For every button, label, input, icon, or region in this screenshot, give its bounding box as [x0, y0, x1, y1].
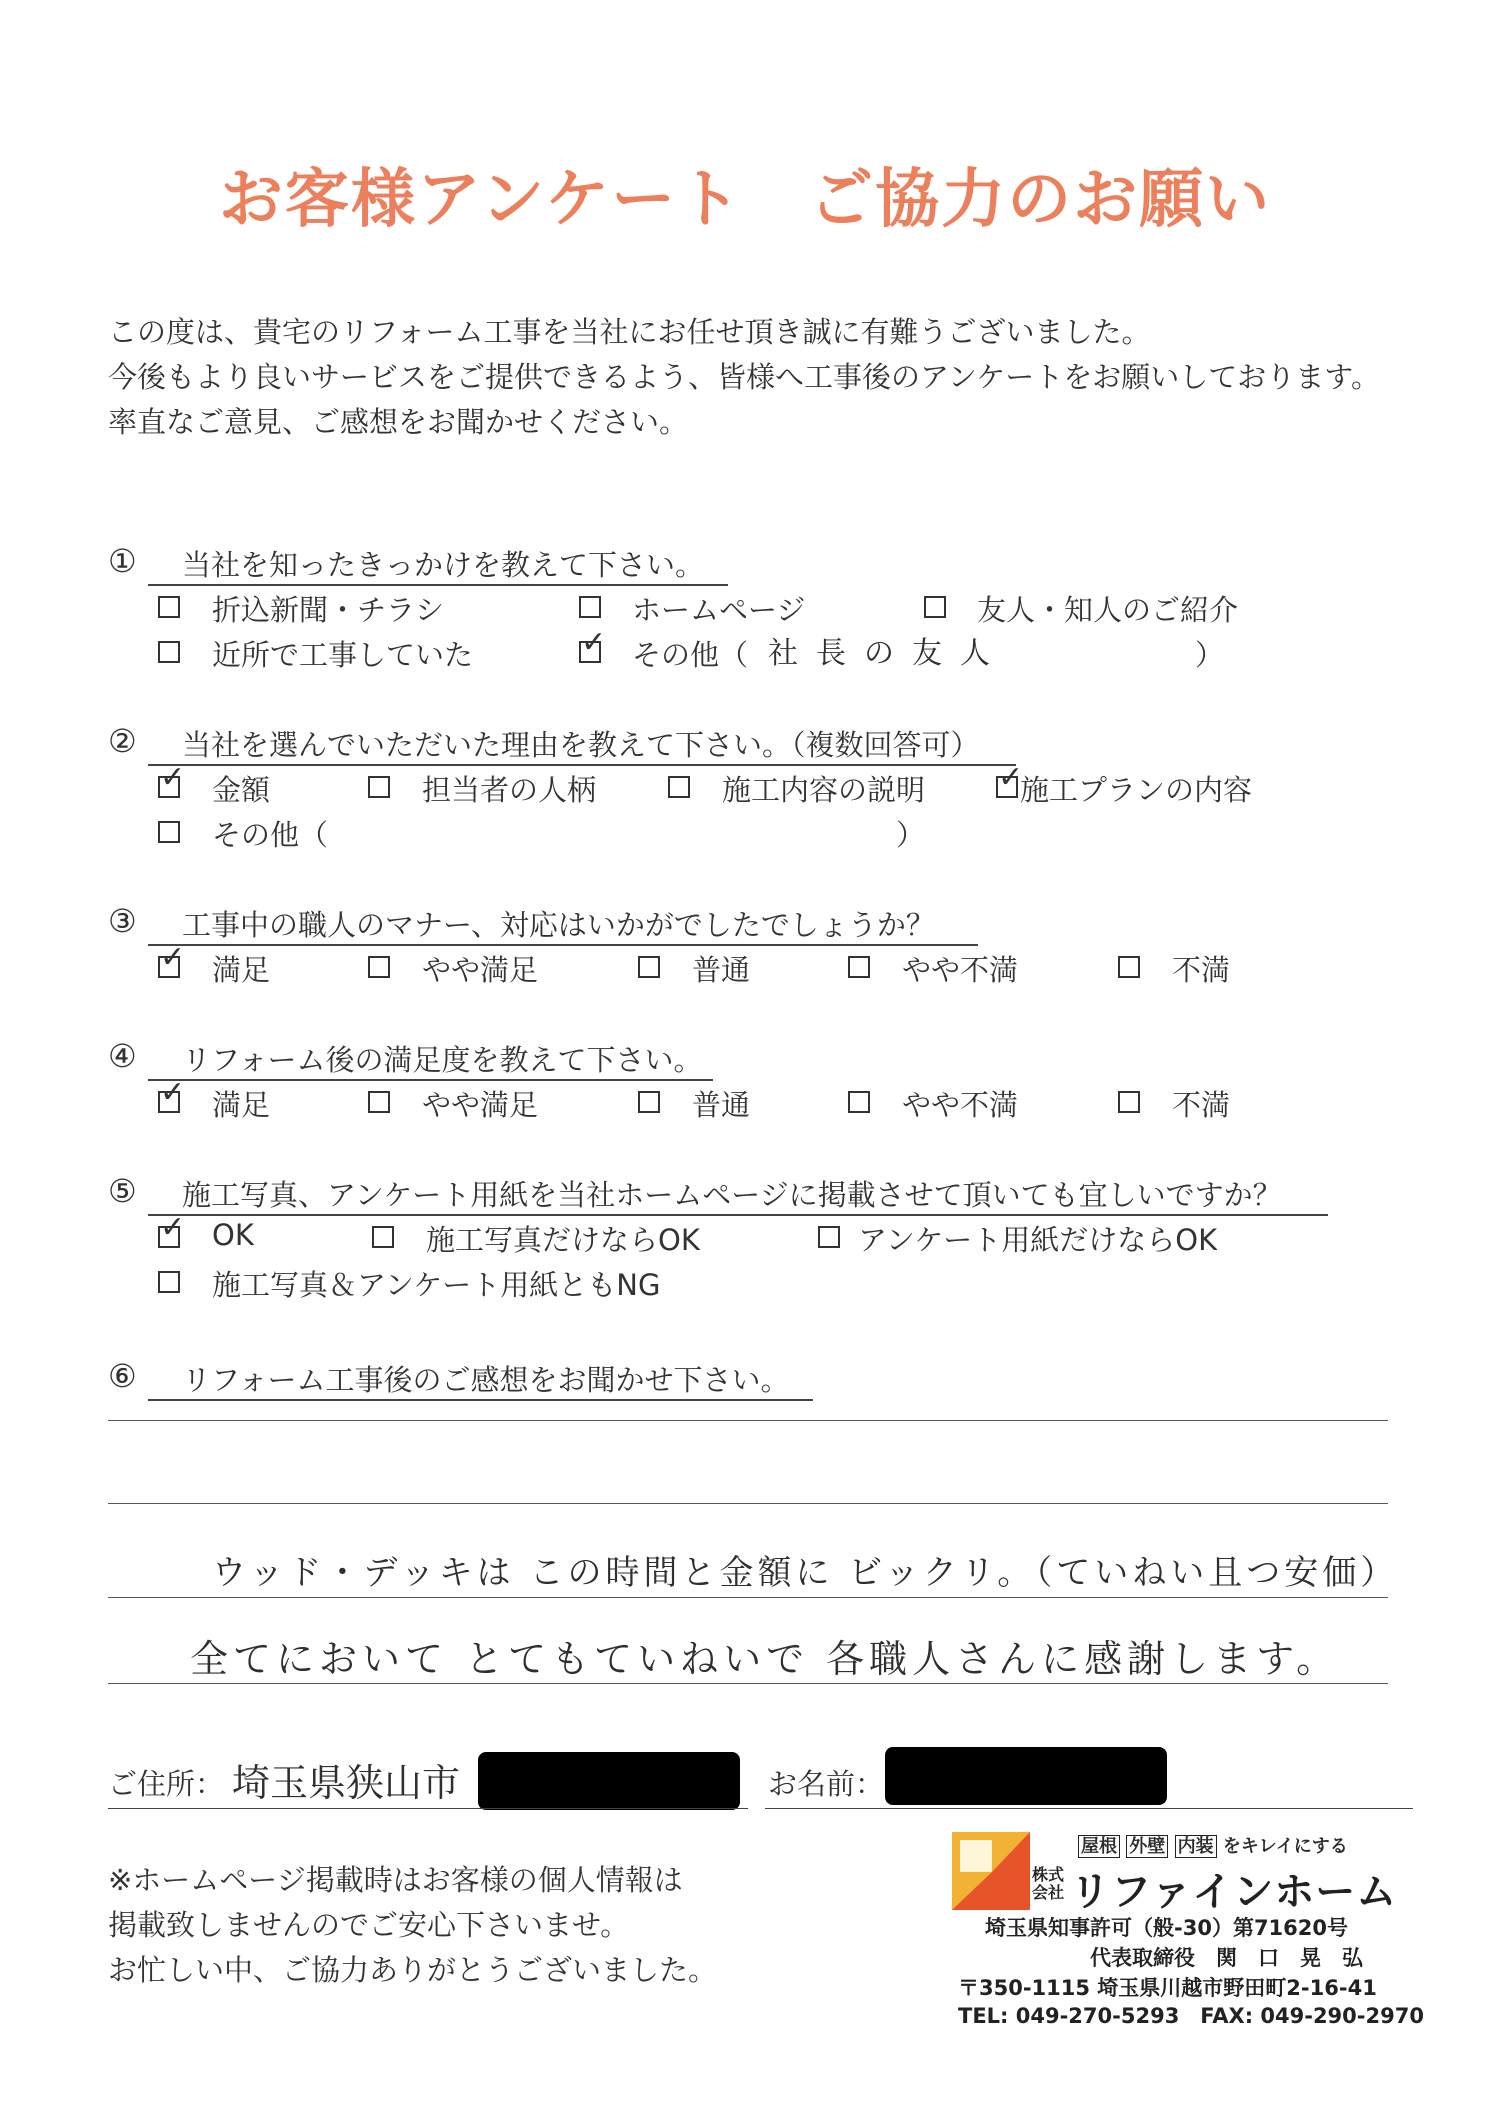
company-address: 〒350-1115 埼玉県川越市野田町2-16-41 [958, 1976, 1377, 2000]
q1-number: ① [108, 542, 137, 580]
q1-opt5-label: その他（ [632, 638, 749, 672]
company-representative: 代表取締役 関 口 晃 弘 [1090, 1946, 1363, 1970]
company-license: 埼玉県知事許可（般-30）第71620号 [985, 1916, 1348, 1940]
q4-opt2-checkbox[interactable] [368, 1091, 390, 1113]
address-handwritten: 埼玉県狭山市 [232, 1761, 461, 1805]
q3-opt2-checkbox[interactable] [368, 956, 390, 978]
tagline-roof: 屋根 [1078, 1835, 1120, 1858]
q1-opt2-checkbox[interactable] [579, 596, 601, 618]
q3-opt4-checkbox[interactable] [848, 956, 870, 978]
comment-line-4 [108, 1683, 1388, 1684]
q4-opt5-label: 不満 [1172, 1088, 1231, 1122]
q5-opt1-label: OK [212, 1218, 254, 1252]
q2-text: 当社を選んでいただいた理由を教えて下さい。（複数回答可） [182, 728, 980, 762]
q4-opt3-checkbox[interactable] [638, 1091, 660, 1113]
q1-opt1-checkbox[interactable] [158, 596, 180, 618]
q3-opt1-label: 満足 [212, 953, 271, 987]
q5-number: ⑤ [108, 1172, 137, 1210]
intro-line-2: 今後もより良いサービスをご提供できるよう、皆様へ工事後のアンケートをお願いしております。 [108, 360, 1380, 394]
q1-opt3-label: 友人・知人のご紹介 [977, 593, 1239, 627]
check-mark-icon: ✓ [160, 940, 186, 975]
footer-note-1: ※ホームページ掲載時はお客様の個人情報は [108, 1863, 683, 1897]
check-mark-icon: ✓ [160, 1210, 186, 1245]
tagline-wall: 外壁 [1126, 1835, 1168, 1858]
q3-opt3-label: 普通 [692, 953, 751, 987]
q5-opt4-checkbox[interactable] [158, 1271, 180, 1293]
q3-text: 工事中の職人のマナー、対応はいかがでしたでしょうか？ [182, 908, 935, 942]
intro-line-1: この度は、貴宅のリフォーム工事を当社にお任せ頂き誠に有難うございました。 [108, 315, 1151, 349]
q5-text: 施工写真、アンケート用紙を当社ホームページに掲載させて頂いても宜しいですか？ [182, 1178, 1282, 1212]
comment-handwritten-2: 全てにおいて とてもていねいで 各職人さんに感謝します。 [190, 1637, 1340, 1681]
q2-opt5-close: ） [896, 818, 926, 852]
q1-underline [148, 584, 728, 586]
q1-opt1-label: 折込新聞・チラシ [212, 593, 445, 627]
q1-opt5-close: ） [1195, 638, 1225, 672]
q3-underline [148, 944, 978, 946]
q1-opt3-checkbox[interactable] [924, 596, 946, 618]
intro-line-3: 率直なご意見、ご感想をお聞かせください。 [108, 405, 689, 439]
company-logo-icon [952, 1832, 1030, 1910]
q4-underline [148, 1079, 713, 1081]
redacted-address [478, 1752, 740, 1810]
company-tagline [1078, 1832, 1348, 1858]
q3-number: ③ [108, 902, 137, 940]
q3-opt2-label: やや満足 [422, 953, 539, 987]
q4-number: ④ [108, 1037, 137, 1075]
name-label: お名前： [768, 1767, 885, 1801]
check-mark-icon: ✓ [581, 625, 607, 660]
q1-text: 当社を知ったきっかけを教えて下さい。 [182, 548, 705, 582]
page-title: お客様アンケート ご協力のお願い [218, 163, 1272, 237]
q4-opt5-checkbox[interactable] [1118, 1091, 1140, 1113]
q4-text: リフォーム後の満足度を教えて下さい。 [182, 1043, 703, 1077]
comment-line-1 [108, 1420, 1388, 1421]
check-mark-icon: ✓ [160, 1075, 186, 1110]
check-mark-icon: ✓ [160, 760, 186, 795]
q2-underline [148, 764, 1016, 766]
name-underline [765, 1808, 1413, 1809]
q4-opt3-label: 普通 [692, 1088, 751, 1122]
check-mark-icon: ✓ [998, 760, 1024, 795]
q5-opt2-checkbox[interactable] [372, 1226, 394, 1248]
footer-note-2: 掲載致しませんのでご安心下さいませ。 [108, 1908, 630, 1942]
redacted-name [885, 1747, 1167, 1805]
q1-opt4-checkbox[interactable] [158, 641, 180, 663]
q6-number: ⑥ [108, 1357, 137, 1395]
company-kabushiki: 株式会社 [1032, 1865, 1065, 1902]
q3-opt5-checkbox[interactable] [1118, 956, 1140, 978]
q1-opt4-label: 近所で工事していた [212, 638, 474, 672]
tagline-interior: 内装 [1175, 1835, 1217, 1858]
q1-opt2-label: ホームページ [632, 593, 806, 627]
q5-opt4-label: 施工写真＆アンケート用紙ともNG [212, 1268, 661, 1302]
q2-opt5-checkbox[interactable] [158, 821, 180, 843]
q2-number: ② [108, 722, 137, 760]
comment-handwritten-1: ウッド・デッキは この時間と金額に ビックリ。（ていねい且つ安価） [212, 1553, 1399, 1593]
q2-opt1-label: 金額 [212, 773, 271, 807]
footer-note-3: お忙しい中、ご協力ありがとうございました。 [108, 1953, 718, 1987]
q5-opt3-checkbox[interactable] [818, 1226, 840, 1248]
q5-opt2-label: 施工写真だけならOK [426, 1223, 700, 1257]
company-name: リファインホーム [1070, 1869, 1398, 1915]
q4-opt4-checkbox[interactable] [848, 1091, 870, 1113]
address-underline [108, 1808, 748, 1809]
q3-opt3-checkbox[interactable] [638, 956, 660, 978]
q3-opt4-label: やや不満 [902, 953, 1019, 987]
q6-text: リフォーム工事後のご感想をお聞かせ下さい。 [182, 1363, 790, 1397]
q3-opt5-label: 不満 [1172, 953, 1231, 987]
tagline-suffix: をキレイにする [1222, 1836, 1348, 1857]
q2-opt2-checkbox[interactable] [368, 776, 390, 798]
q4-opt4-label: やや不満 [902, 1088, 1019, 1122]
q2-opt4-label: 施工プランの内容 [1020, 773, 1253, 807]
q4-opt2-label: やや満足 [422, 1088, 539, 1122]
q1-other-handwritten: 社長の友人 [768, 636, 1008, 671]
comment-line-2 [108, 1503, 1388, 1504]
address-label: ご住所： [108, 1767, 225, 1801]
q2-opt3-label: 施工内容の説明 [722, 773, 926, 807]
q2-opt5-label: その他（ [212, 818, 329, 852]
q6-underline [148, 1399, 813, 1401]
company-phone-fax: TEL: 049-270-5293 FAX: 049-290-2970 [958, 2004, 1424, 2028]
comment-line-3 [108, 1597, 1388, 1598]
q5-underline [148, 1214, 1328, 1216]
q5-opt3-label: アンケート用紙だけならOK [858, 1223, 1218, 1257]
q4-opt1-label: 満足 [212, 1088, 271, 1122]
q2-opt2-label: 担当者の人柄 [422, 773, 597, 807]
q2-opt3-checkbox[interactable] [668, 776, 690, 798]
